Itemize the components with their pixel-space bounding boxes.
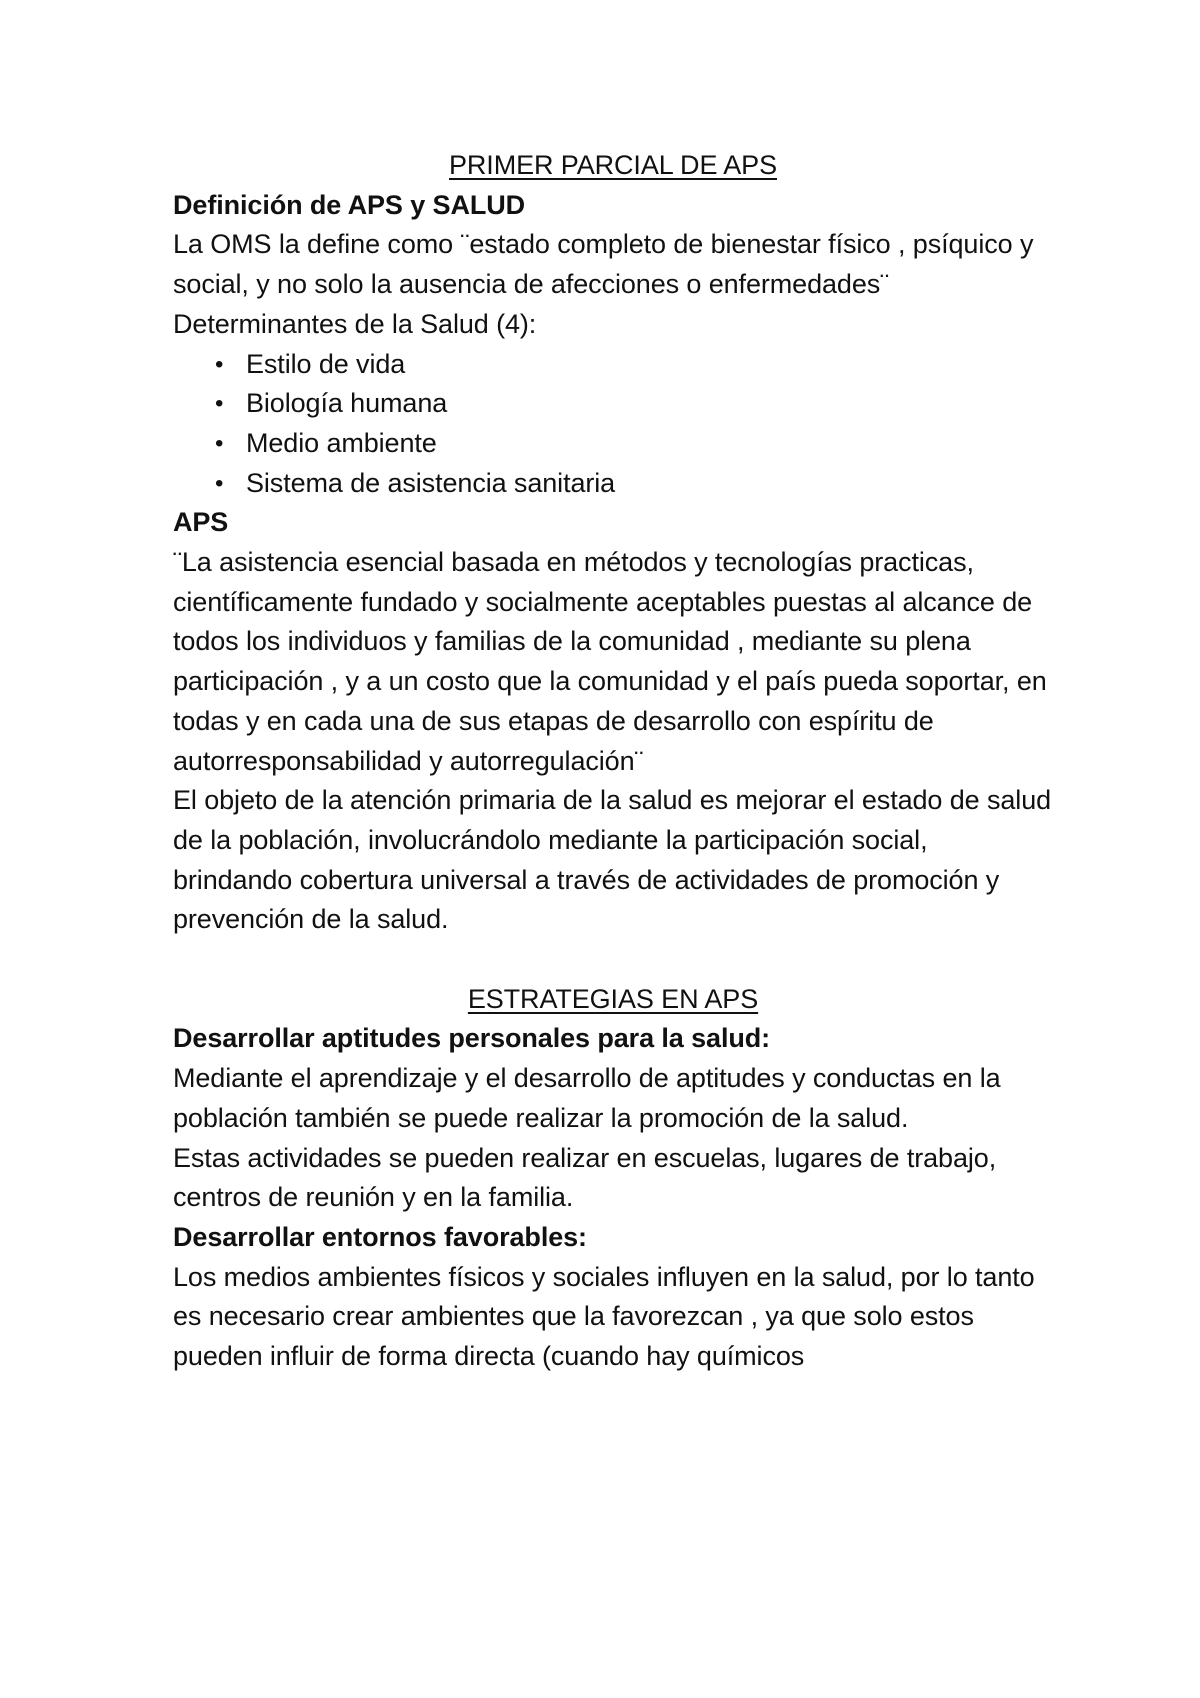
heading-aptitudes: Desarrollar aptitudes personales para la salud: (173, 1023, 771, 1054)
section-title-primer-parcial: PRIMER PARCIAL DE APS (449, 150, 777, 180)
list-item (173, 464, 1053, 504)
document-page (173, 146, 1053, 1377)
list-item (173, 384, 1053, 424)
bullet-icon: • (215, 469, 224, 497)
determinants-list (173, 345, 1053, 504)
aps-objective-paragraph: El objeto de la atención primaria de la salud es mejorar el estado de salud de la población, involucrándolo mediante la participación social, brindando cobertura universal a través de actividades de promoción y prevención de la salud. (173, 785, 1052, 935)
heading-definicion: Definición de APS y SALUD (173, 189, 526, 220)
list-item (173, 345, 1053, 385)
list-item-text: Biología humana (246, 388, 448, 419)
determinants-label: Determinantes de la Salud (4): (173, 308, 537, 339)
aps-definition-paragraph: ¨La asistencia esencial basada en métodos y tecnologías practicas, científicamente fundado y socialmente aceptables puestas al alcance de todos los individuos y familias de la comunidad , mediante su plena participación , y a un costo que la comunidad y el país pueda soportar, en todas y en cada una de sus etapas de desarrollo con espíritu de autorresponsabilidad y autorregulación¨ (173, 547, 1047, 776)
aptitudes-paragraph-2: Estas actividades se pueden realizar en escuelas, lugares de trabajo, centros de reunión y en la familia. (173, 1142, 997, 1213)
definition-paragraph: La OMS la define como ¨estado completo de bienestar físico , psíquico y social, y no solo la ausencia de afecciones o enfermedades¨ (173, 229, 1034, 300)
bullet-icon: • (215, 429, 224, 457)
heading-entornos: Desarrollar entornos favorables: (173, 1221, 587, 1252)
bullet-icon: • (215, 350, 224, 378)
aptitudes-paragraph-1: Mediante el aprendizaje y el desarrollo de aptitudes y conductas en la población también se puede realizar la promoción de la salud. (173, 1063, 1001, 1133)
list-item-text: Medio ambiente (246, 427, 437, 458)
list-item-text: Estilo de vida (246, 348, 406, 379)
list-item-text: Sistema de asistencia sanitaria (246, 467, 616, 498)
entornos-paragraph: Los medios ambientes físicos y sociales influyen en la salud, por lo tanto es necesario crear ambientes que la favorezcan , ya que solo estos pueden influir de forma directa (cuando hay químicos (173, 1261, 1035, 1372)
heading-aps: APS (173, 507, 229, 538)
list-item (173, 424, 1053, 464)
section-spacer (173, 940, 1053, 980)
bullet-icon: • (215, 390, 224, 418)
section-title-estrategias: ESTRATEGIAS EN APS (467, 983, 759, 1014)
